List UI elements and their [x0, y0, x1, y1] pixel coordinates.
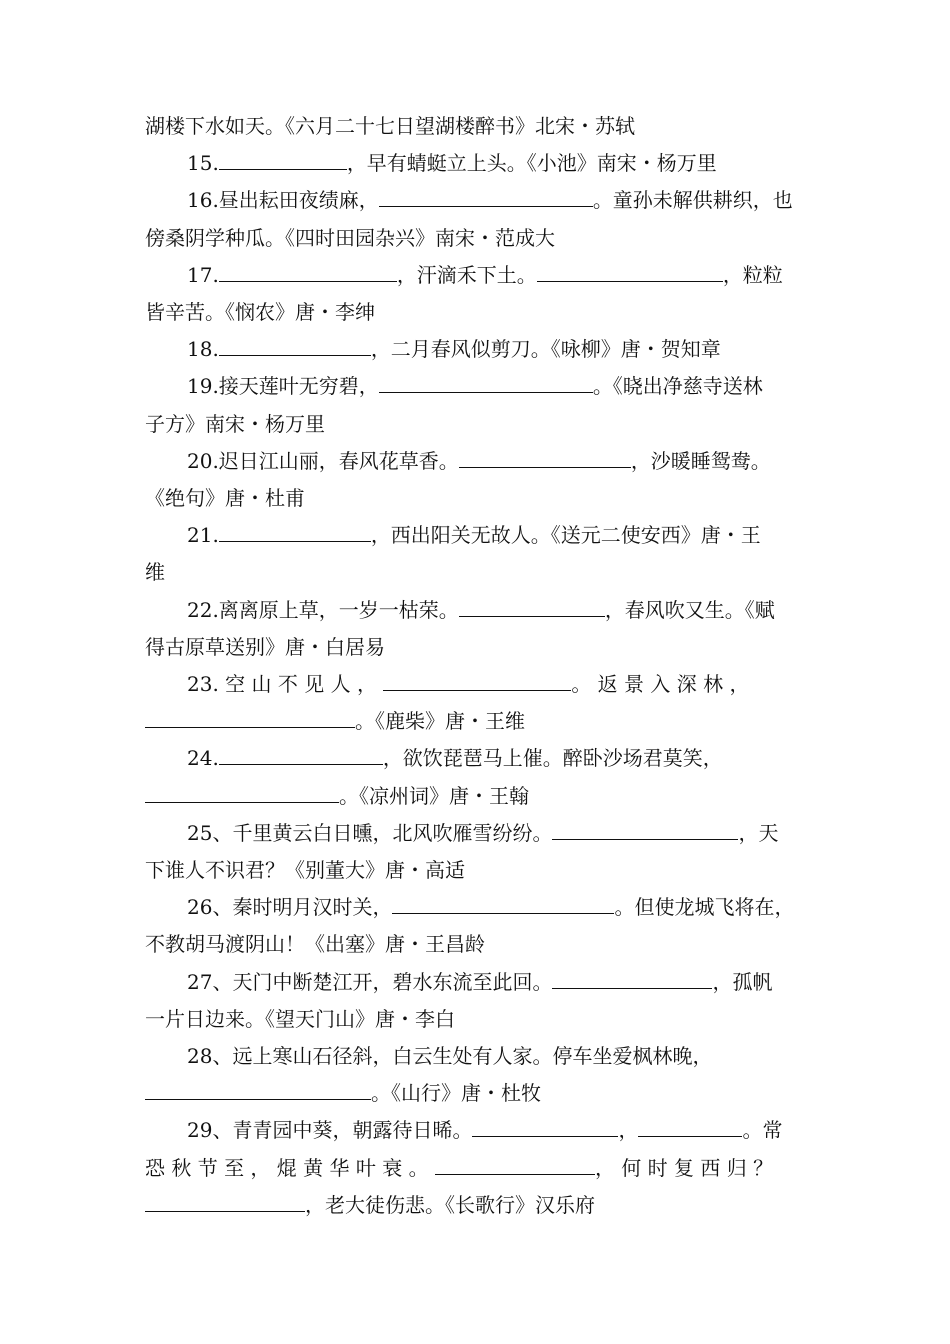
line-text: 29、青青园中葵，朝露待日晞。 [187, 1118, 473, 1143]
text-line [187, 1118, 782, 1142]
line-text: 15. [187, 151, 219, 176]
text-line [145, 858, 465, 882]
text-line [145, 1081, 541, 1105]
line-text: ，沙暖睡鸳鸯。 [630, 448, 771, 473]
line-text: 24. [187, 746, 219, 771]
line-text: 16.昼出耘田夜绩麻， [187, 188, 379, 213]
text-line [187, 672, 749, 696]
line-text: 恐 秋 节 至 ， 焜 黄 华 叶 衰 。 [145, 1155, 435, 1180]
fill-in-blank [392, 895, 614, 914]
fill-in-blank [219, 523, 371, 542]
text-line [187, 821, 778, 845]
text-line [187, 374, 763, 398]
line-text: 23. 空 山 不 见 人 ， [187, 672, 384, 696]
fill-in-blank [537, 263, 723, 282]
text-line [145, 486, 305, 510]
line-text: ，老大徒伤悲。《长歌行》汉乐府 [305, 1192, 595, 1217]
line-text: 28、远上寒山石径斜，白云生处有人家。停车坐爱枫林晚， [187, 1044, 713, 1068]
text-line [145, 932, 485, 956]
text-line [145, 709, 525, 733]
line-text: 。《山行》唐・杜牧 [371, 1081, 541, 1106]
fill-in-blank [379, 188, 593, 207]
text-line [187, 337, 721, 361]
line-text: ，粒粒 [722, 262, 783, 287]
text-line [145, 560, 165, 584]
line-text: 21. [187, 523, 219, 548]
line-text: 不教胡马渡阴山！《出塞》唐・王昌龄 [145, 932, 485, 957]
text-line [145, 412, 325, 436]
fill-in-blank [383, 672, 571, 691]
fill-in-blank [219, 337, 371, 356]
text-line [145, 114, 635, 138]
line-text: 一片日边来。《望天门山》唐・李白 [145, 1006, 455, 1031]
line-text: ，汗滴禾下土。 [396, 262, 537, 287]
text-line [187, 746, 723, 770]
text-line [145, 1007, 455, 1031]
line-text: 27、天门中断楚江开，碧水东流至此回。 [187, 969, 553, 994]
line-text: ，孤帆 [712, 969, 773, 994]
line-text: ，早有蜻蜓立上头。《小池》南宋・杨万里 [346, 151, 717, 176]
line-text: ，二月春风似剪刀。《咏柳》唐・贺知章 [370, 337, 721, 362]
line-text: 。常 [742, 1118, 783, 1143]
line-text: 17. [187, 262, 219, 287]
text-line [187, 151, 717, 175]
line-text: ，欲饮琵琶马上催。醉卧沙场君莫笑， [382, 746, 723, 771]
line-text: ， 何 时 复 西 归 ？ [594, 1155, 774, 1180]
text-line [187, 598, 775, 622]
text-line [187, 1044, 712, 1068]
text-line [187, 970, 772, 994]
line-text: 。《凉州词》唐・王翰 [339, 783, 529, 808]
text-line [187, 188, 793, 212]
line-text: 子方》南宋・杨万里 [145, 411, 325, 436]
line-text: 下谁人不识君？《别董大》唐・高适 [145, 858, 465, 882]
fill-in-blank [145, 1081, 371, 1100]
line-text: 《绝句》唐・杜甫 [145, 486, 305, 510]
fill-in-blank [472, 1118, 618, 1137]
line-text: ，天 [738, 820, 779, 845]
line-text: 得古原草送别》唐・白居易 [145, 634, 385, 659]
line-text: 傍桑阴学种瓜。《四时田园杂兴》南宋・范成大 [145, 225, 555, 250]
text-line [145, 1156, 773, 1180]
fill-in-blank [145, 784, 339, 803]
line-text: 25、千里黄云白日曛，北风吹雁雪纷纷。 [187, 820, 553, 845]
line-text: 。《晓出净慈寺送林 [592, 374, 763, 399]
line-text: 。但使龙城飞将在， [614, 895, 795, 920]
line-text: ， [618, 1118, 639, 1143]
fill-in-blank [459, 598, 605, 617]
line-text: 。《鹿柴》唐・王维 [355, 709, 525, 734]
line-text: 湖楼下水如天。《六月二十七日望湖楼醉书》北宋・苏轼 [145, 114, 635, 138]
fill-in-blank [459, 449, 631, 468]
fill-in-blank [219, 151, 347, 170]
text-line [145, 226, 555, 250]
line-text: 19.接天莲叶无穷碧， [187, 374, 379, 399]
line-text: ，西出阳关无故人。《送元二使安西》唐・王 [370, 523, 761, 548]
fill-in-blank [219, 263, 397, 282]
text-line [145, 300, 375, 324]
fill-in-blank [219, 746, 383, 765]
line-text: 皆辛苦。《悯农》唐・李绅 [145, 300, 375, 324]
line-text: 26、秦时明月汉时关， [187, 895, 393, 920]
text-line [187, 895, 794, 919]
line-text: 。童孙未解供耕织，也 [592, 188, 793, 213]
fill-in-blank [145, 1193, 305, 1212]
line-text: 维 [145, 560, 165, 585]
text-line [187, 263, 783, 287]
text-line [145, 784, 529, 808]
line-text: 20.迟日江山丽，春风花草香。 [187, 448, 459, 473]
text-line [187, 449, 771, 473]
text-line [187, 523, 761, 547]
line-text: 18. [187, 337, 219, 362]
fill-in-blank [379, 374, 593, 393]
fill-in-blank [638, 1118, 742, 1137]
line-text: ，春风吹又生。《赋 [604, 597, 775, 622]
text-line [145, 1193, 595, 1217]
fill-in-blank [552, 821, 738, 840]
fill-in-blank [145, 709, 355, 728]
line-text: 。 返 景 入 深 林 ， [571, 672, 750, 696]
text-line [145, 635, 385, 659]
fill-in-blank [435, 1156, 595, 1175]
fill-in-blank [552, 970, 712, 989]
line-text: 22.离离原上草，一岁一枯荣。 [187, 597, 459, 622]
